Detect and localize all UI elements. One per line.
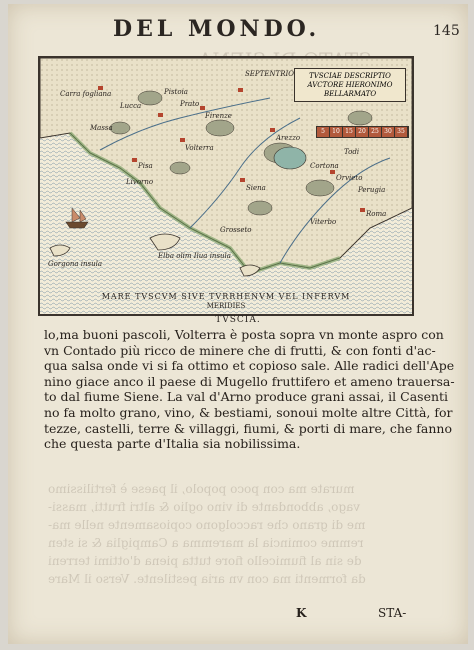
show-through-text: remme comincia la maremma a Campiglia & si sten xyxy=(48,536,364,550)
place-label: Viterbo xyxy=(310,218,337,226)
place-label: Lucca xyxy=(120,102,142,110)
place-label: Todi xyxy=(344,148,360,156)
place-label: Siena xyxy=(246,184,266,192)
map-engraving xyxy=(38,56,414,316)
island-note-elba: Elba olim Ilua insula xyxy=(158,252,231,260)
place-label: Pistoia xyxy=(164,88,188,96)
place-label: Livorno xyxy=(126,178,154,186)
place-label: Pisa xyxy=(138,162,153,170)
show-through-text: murate ma con poco popolo, il paese è fertilissimo xyxy=(48,482,355,496)
place-label: Massa xyxy=(90,124,113,132)
scale-mark: 20 xyxy=(356,127,369,137)
show-through-text: vago, abbondante di vino oglio & altri frutti, massi- xyxy=(48,500,361,514)
signature-mark: K xyxy=(296,606,307,620)
scale-mark: 35 xyxy=(395,127,408,137)
scale-mark: 15 xyxy=(343,127,356,137)
text-line: to dal fiume Siene. La val d'Arno produce grani assai, il Casenti xyxy=(44,389,449,405)
show-through-text: de sin al fiumicello fiore tutta piena d'ottimi terreni xyxy=(48,554,362,568)
map-name: TVSCIA. xyxy=(215,315,261,325)
text-line: tezze, castelli, terre & villaggi, fiumi, & porti di mare, che fanno xyxy=(44,420,452,436)
island-note-gorgona: Gorgona insula xyxy=(48,260,103,268)
place-label: Volterra xyxy=(185,144,214,152)
place-label: Cortona xyxy=(310,162,339,170)
place-label: Grosseto xyxy=(220,226,252,234)
place-label: Firenze xyxy=(205,112,232,120)
place-label: Perugia xyxy=(358,186,386,194)
show-through-text: me di grano che raccolgono copiosamente nelle ma- xyxy=(48,518,366,532)
scale-mark: 10 xyxy=(330,127,343,137)
scale-mark: 30 xyxy=(382,127,395,137)
meridies-label: MERIDIES xyxy=(206,302,246,310)
body-text xyxy=(44,327,455,452)
place-label: Arezzo xyxy=(276,134,301,142)
text-line: qua salsa onde vi si fa ottimo et copioso sale. Alle radici dell'Ape xyxy=(44,358,455,374)
place-label: Orvieto xyxy=(336,174,363,182)
place-label: Roma xyxy=(366,210,387,218)
running-head: DEL MONDO. xyxy=(113,16,321,42)
map-scale-bar xyxy=(316,126,409,138)
page-leaf xyxy=(8,4,468,644)
sea-caption: MARE TVSCVM SIVE TVRRHENVM VEL INFERVM xyxy=(101,292,351,301)
text-line: lo,ma buoni pascoli, Volterra è posta sopra vn monte aspro con xyxy=(44,327,444,342)
compass-north-label: SEPTENTRIO xyxy=(245,70,294,78)
text-line: vn Contado più ricco de minere che di frutti, & con fonti d'ac- xyxy=(44,342,436,358)
text-line: nino giace anco il paese di Mugello fruttifero et ameno trauersa- xyxy=(44,373,455,389)
text-line: no fa molto grano, vino, & bestiami, sonoui molte altre Città, for xyxy=(44,404,453,420)
show-through-text: da formenti ma con vn aria pestilente. Verso il Mare xyxy=(48,572,366,586)
scale-mark: 5 xyxy=(317,127,330,137)
catchword: STA- xyxy=(378,606,407,620)
scale-mark: 25 xyxy=(369,127,382,137)
text-line: che questa parte d'Italia sia nobilissima. xyxy=(44,436,301,452)
title-cartouche: TVSCIAE DESCRIPTIO AVCTORE HIERONIMO BELLARMATO xyxy=(294,68,406,102)
place-label: Prato xyxy=(180,100,200,108)
page-number: 145 xyxy=(433,23,460,39)
place-label: Carra fogliana xyxy=(60,90,112,98)
